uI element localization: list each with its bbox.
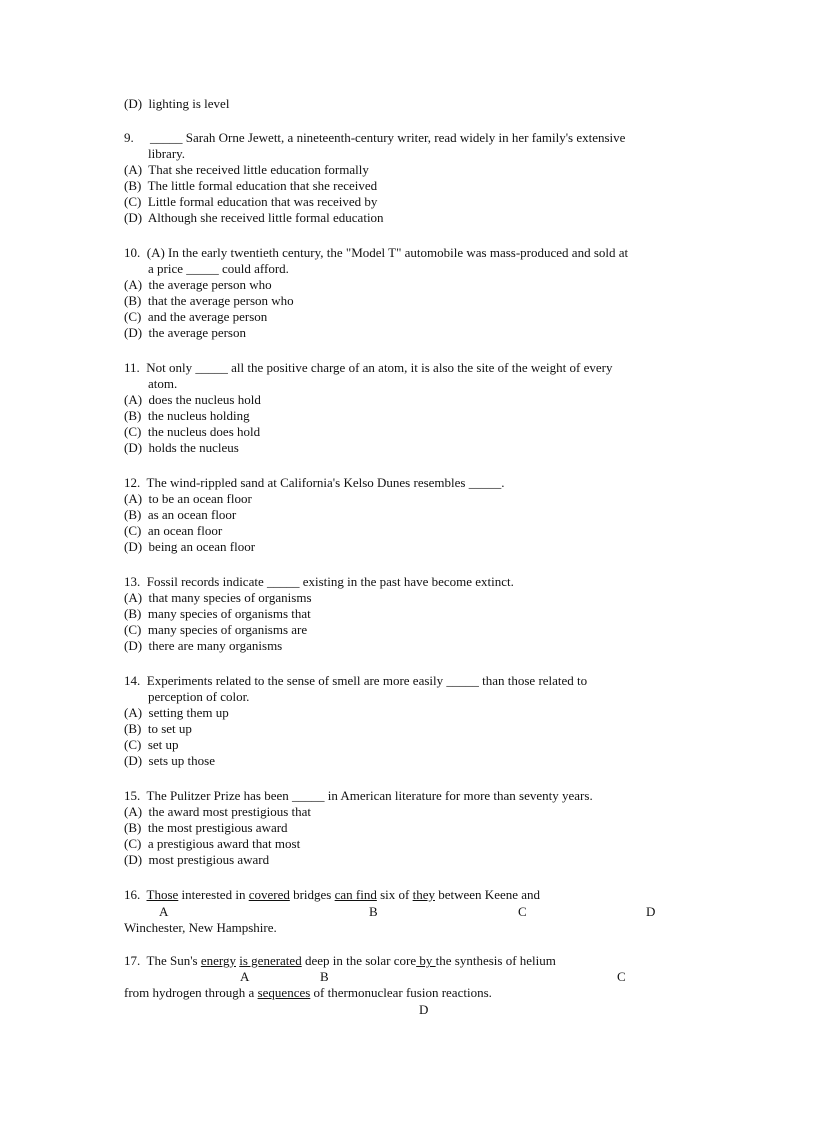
- q10-stem: 10. (A) In the early twentieth century, the "Model T" automobile was mass-produced and sold at: [124, 245, 629, 260]
- q11-option-c: (C) the nucleus does hold: [124, 424, 261, 439]
- q16-label-a: A: [159, 904, 169, 919]
- q10-option-a: (A) the average person who: [124, 277, 272, 292]
- q16-stem: [124, 887, 540, 903]
- q15-option-c: (C) a prestigious award that most: [124, 836, 301, 851]
- q16-segment-c: can find: [334, 887, 377, 902]
- q16-stem-cont: Winchester, New Hampshire.: [124, 920, 277, 935]
- q17-text: the synthesis of helium: [435, 953, 556, 968]
- q16-label-c: C: [518, 904, 527, 919]
- q12-option-a: (A) to be an ocean floor: [124, 491, 252, 506]
- q11-option-d: (D) holds the nucleus: [124, 440, 239, 455]
- q9-option-d: (D) Although she received little formal education: [124, 210, 384, 225]
- q13-option-a: (A) that many species of organisms: [124, 590, 312, 605]
- q16-label-d: D: [646, 904, 656, 919]
- q9-option-b: (B) The little formal education that she received: [124, 178, 378, 193]
- q14-stem-cont: perception of color.: [148, 689, 250, 704]
- q15-option-a: (A) the award most prestigious that: [124, 804, 312, 819]
- q9-stem: 9. _____ Sarah Orne Jewett, a nineteenth-century writer, read widely in her family's extensive: [124, 130, 626, 145]
- q13-option-b: (B) many species of organisms that: [124, 606, 311, 621]
- q16-text: between Keene and: [435, 887, 541, 902]
- q17-label-b: B: [320, 969, 329, 984]
- q11-stem-cont: atom.: [148, 376, 178, 391]
- q10-option-b: (B) that the average person who: [124, 293, 294, 308]
- prev-option-d: (D) lighting is level: [124, 96, 230, 111]
- q13-stem: 13. Fossil records indicate _____ existing in the past have become extinct.: [124, 574, 514, 589]
- q16-segment-d: they: [412, 887, 435, 902]
- q10-stem-cont: a price _____ could afford.: [148, 261, 289, 276]
- q16-text: six of: [376, 887, 413, 902]
- q17-segment-b: is generated: [239, 953, 302, 968]
- q12-stem: 12. The wind-rippled sand at California's Kelso Dunes resembles _____.: [124, 475, 505, 490]
- q17-label-d: D: [419, 1002, 429, 1017]
- q11-stem: 11. Not only _____ all the positive charge of an atom, it is also the site of the weight of every: [124, 360, 613, 375]
- q16-segment-b: covered: [248, 887, 290, 902]
- q17-text: of thermonuclear fusion reactions.: [310, 985, 492, 1000]
- q17-label-a: A: [240, 969, 250, 984]
- q16-text: interested in: [178, 887, 249, 902]
- q13-option-c: (C) many species of organisms are: [124, 622, 308, 637]
- q16-text: bridges: [289, 887, 335, 902]
- q17-label-c: C: [617, 969, 626, 984]
- q15-option-d: (D) most prestigious award: [124, 852, 270, 867]
- q17-segment-a: energy: [200, 953, 236, 968]
- q14-stem: 14. Experiments related to the sense of smell are more easily _____ than those related to: [124, 673, 588, 688]
- q10-option-c: (C) and the average person: [124, 309, 268, 324]
- q12-option-c: (C) an ocean floor: [124, 523, 223, 538]
- q16-number: 16.: [124, 887, 147, 902]
- q15-option-b: (B) the most prestigious award: [124, 820, 288, 835]
- q9-stem-cont: library.: [148, 146, 186, 161]
- q11-option-a: (A) does the nucleus hold: [124, 392, 261, 407]
- q11-option-b: (B) the nucleus holding: [124, 408, 250, 423]
- q17-text: from hydrogen through a: [124, 985, 258, 1000]
- q14-option-d: (D) sets up those: [124, 753, 215, 768]
- q12-option-b: (B) as an ocean floor: [124, 507, 237, 522]
- q13-option-d: (D) there are many organisms: [124, 638, 283, 653]
- q17-stem-cont: [124, 985, 492, 1001]
- q9-option-a: (A) That she received little education formally: [124, 162, 369, 177]
- q17-segment-d: sequences: [257, 985, 311, 1000]
- q14-option-c: (C) set up: [124, 737, 179, 752]
- q17-number: 17. The Sun's: [124, 953, 201, 968]
- q14-option-a: (A) setting them up: [124, 705, 229, 720]
- q14-option-b: (B) to set up: [124, 721, 192, 736]
- q16-segment-a: Those: [146, 887, 179, 902]
- q9-option-c: (C) Little formal education that was received by: [124, 194, 378, 209]
- q17-segment-c: by: [416, 953, 436, 968]
- q12-option-d: (D) being an ocean floor: [124, 539, 256, 554]
- q10-option-d: (D) the average person: [124, 325, 246, 340]
- q17-text: deep in the solar core: [301, 953, 417, 968]
- q17-stem: [124, 953, 556, 969]
- q16-label-b: B: [369, 904, 378, 919]
- q15-stem: 15. The Pulitzer Prize has been _____ in American literature for more than seventy years.: [124, 788, 593, 803]
